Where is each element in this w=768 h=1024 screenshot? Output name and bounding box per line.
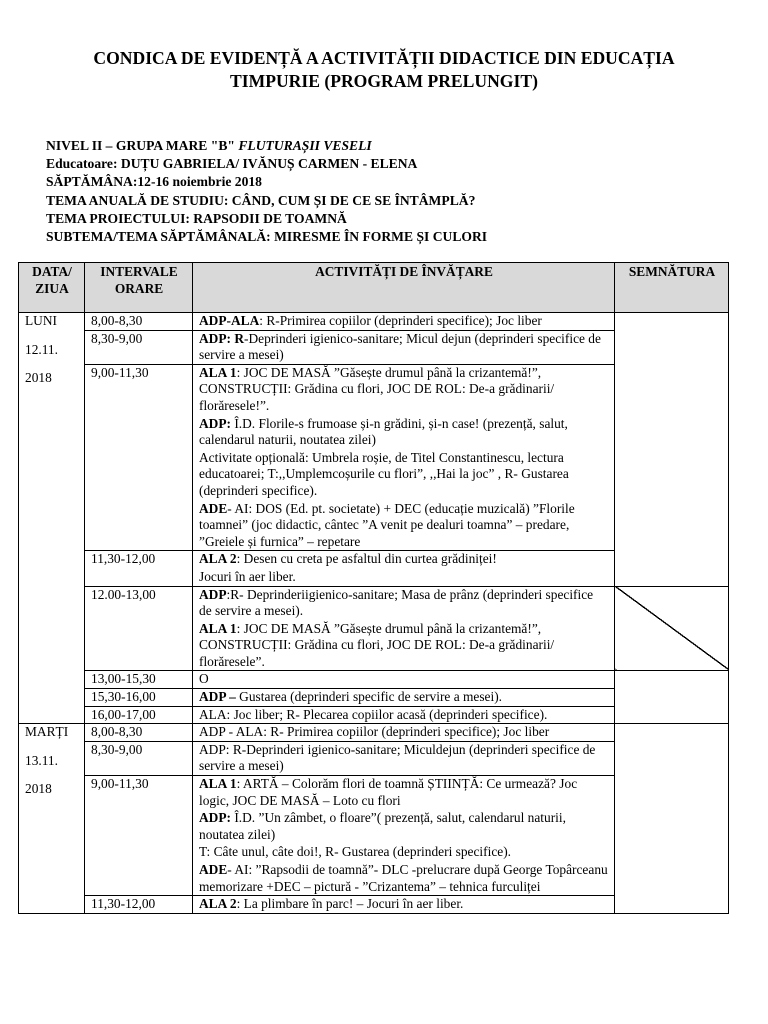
activity-paragraph <box>199 810 609 843</box>
day-name: LUNI <box>25 313 57 328</box>
activity-cell <box>193 551 615 586</box>
day-year: 2018 <box>25 781 52 797</box>
activity-label: ADE <box>199 862 228 877</box>
table-row <box>19 724 729 742</box>
activity-label: ADP: R <box>199 330 244 346</box>
activity-paragraph <box>199 365 609 415</box>
header-date-line-2: ZIUA <box>35 280 69 296</box>
time-interval: 9,00-11,30 <box>85 364 193 551</box>
activity-text: : ARTĂ – Colorăm flori de toamnă ȘTIINȚĂ: Ce urmează? Joc logic, JOC DE MASĂ – Loto cu flori <box>199 776 578 808</box>
activity-text: T: Câte unul, câte doi!, R- Gustarea (deprinderi specifice). <box>199 844 512 860</box>
header-activities: ACTIVITĂȚI DE ÎNVĂȚARE <box>193 263 615 313</box>
header-date <box>19 263 85 313</box>
signature-cell <box>615 313 729 587</box>
activity-paragraph <box>199 331 609 364</box>
activity-label: ALA 2 <box>199 551 237 567</box>
time-interval: 8,00-8,30 <box>85 724 193 742</box>
activity-text: Gustarea (deprinderi specific de servire a mesei). <box>235 689 503 705</box>
activity-label: ADP – <box>199 689 236 705</box>
header-signature: SEMNĂTURA <box>615 263 729 313</box>
teachers-line: Educatoare: DUȚU GABRIELA/ IVĂNUȘ CARMEN - ELENA <box>46 156 418 172</box>
weekly-theme-line: SUBTEMA/TEMA SĂPTĂMÂNALĂ: MIRESME ÎN FORME ȘI CULORI <box>46 229 488 245</box>
activity-text: : Desen cu creta pe asfaltul din curtea grădiniței! <box>236 551 497 567</box>
header-intervals-line-1: INTERVALE <box>100 264 178 279</box>
activity-cell <box>193 776 615 896</box>
annual-theme-line: TEMA ANUALĂ DE STUDIU: CÂND, CUM ȘI DE CE SE ÎNTÂMPLĂ? <box>46 192 476 208</box>
time-interval: 11,30-12,00 <box>85 551 193 586</box>
project-theme-line: TEMA PROIECTULUI: RAPSODII DE TOAMNĂ <box>46 210 347 226</box>
time-interval: 16,00-17,00 <box>85 706 193 724</box>
day-date: 12.11. <box>25 341 58 357</box>
day-name: MARȚI <box>25 724 69 740</box>
document-title-line-1: CONDICA DE EVIDENȚĂ A ACTIVITĂȚII DIDACTICE DIN EDUCAȚIA <box>93 48 675 68</box>
activity-text: ADP - ALA: R- Primirea copiilor (deprinderi specifice); Joc liber <box>199 724 550 740</box>
signature-cell <box>615 724 729 914</box>
time-interval: 9,00-11,30 <box>85 776 193 896</box>
table-row <box>19 586 729 671</box>
activity-text: ALA: Joc liber; R- Plecarea copiilor acasă (deprinderi specifice). <box>199 706 548 722</box>
activity-text: Î.D. Florile-s frumoase și-n grădini, și-n case! (prezență, salut, calendarul naturii, noutatea zilei) <box>199 415 568 448</box>
time-interval: 11,30-12,00 <box>85 896 193 914</box>
group-name: FLUTURAȘII VESELI <box>238 138 372 153</box>
activity-text: : JOC DE MASĂ ”Găsește drumul până la crizantemă!”, CONSTRUCȚII: Grădina cu flori, JOC DE ROL: De-a grădinarii/ florăresele!”. <box>199 364 555 413</box>
activity-text: -Deprinderi igienico-sanitare; Micul dejun (deprinderi specifice de servire a mesei) <box>199 330 601 363</box>
activity-text: Activitate opțională: Umbrela roșie, de Titel Constantinescu, lectura educatoarei; T:,,Umplemcoșurile cu flori”, ,,Hai la joc” , R- Gustarea (deprinderi specifice). <box>199 449 569 498</box>
day-date: 13.11. <box>25 752 58 768</box>
activity-paragraph <box>199 862 609 895</box>
signature-cell <box>615 671 729 724</box>
group-level: NIVEL II – GRUPA MARE "B" <box>46 138 239 153</box>
activity-cell <box>193 896 615 914</box>
activity-cell <box>193 706 615 724</box>
document-title <box>0 47 768 93</box>
day-cell <box>19 724 85 914</box>
activity-text: Jocuri în aer liber. <box>199 568 296 584</box>
activity-log-table <box>18 262 729 914</box>
activity-cell <box>193 330 615 364</box>
activity-text: - AI: DOS (Ed. pt. societate) + DEC (educație muzicală) ”Florile toamnei” (joc didactic, cântec ”A venit pe dealuri toamna” – predare, ”Greiele și furnica” – repetare <box>199 500 575 549</box>
signature-cell-crossed <box>615 586 729 671</box>
activity-label: ALA 1 <box>199 620 237 636</box>
group-level-line <box>46 137 487 155</box>
activity-paragraph <box>199 569 609 586</box>
activity-cell <box>193 364 615 551</box>
activity-paragraph <box>199 896 609 913</box>
activity-text: : JOC DE MASĂ ”Găsește drumul până la crizantemă!”, CONSTRUCȚII: Grădina cu flori, JOC DE ROL: De-a grădinarii/ florăresele”. <box>199 620 555 669</box>
activity-label: ADP: <box>199 415 231 431</box>
time-interval: 8,30-9,00 <box>85 330 193 364</box>
activity-cell <box>193 724 615 742</box>
header-intervals-line-2: ORARE <box>114 280 164 296</box>
table-header-row <box>19 263 729 313</box>
activity-cell <box>193 586 615 671</box>
table-body <box>19 313 729 914</box>
activity-text: ADP: R-Deprinderi igienico-sanitare; Miculdejun (deprinderi specifice de servire a mesei) <box>199 741 596 774</box>
day-year: 2018 <box>25 370 52 386</box>
activity-text: O <box>199 671 209 687</box>
table-row <box>19 313 729 331</box>
activity-paragraph <box>199 450 609 500</box>
header-intervals <box>85 263 193 313</box>
time-interval: 8,00-8,30 <box>85 313 193 331</box>
activity-paragraph <box>199 621 609 671</box>
activity-paragraph <box>199 776 609 809</box>
day-cell <box>19 313 85 724</box>
activity-label: ADP-ALA <box>199 313 260 328</box>
activity-paragraph <box>199 416 609 449</box>
activity-paragraph <box>199 707 609 724</box>
activity-paragraph <box>199 313 609 330</box>
table-row <box>19 671 729 689</box>
activity-paragraph <box>199 587 609 620</box>
activity-label: ADP: <box>199 810 231 826</box>
activity-paragraph <box>199 742 609 775</box>
activity-label: ALA 2 <box>199 896 237 912</box>
activity-text: :R- Deprinderiigienico-sanitare; Masa de prânz (deprinderi specifice de servire a mesei). <box>199 586 594 619</box>
header-date-line-1: DATA/ <box>32 264 72 279</box>
time-interval: 13,00-15,30 <box>85 671 193 689</box>
activity-paragraph <box>199 551 609 568</box>
activity-text: Î.D. ”Un zâmbet, o floare”( prezență, salut, calendarul naturii, noutatea zilei) <box>199 810 566 842</box>
activity-cell <box>193 313 615 331</box>
activity-text: - AI: ”Rapsodii de toamnă”- DLC -prelucrare după George Topârceanu memorizare +DEC – pictură - ”Crizantema” – tehnica furculiței <box>199 862 608 894</box>
activity-text: : R-Primirea copiilor (deprinderi specifice); Joc liber <box>259 313 542 328</box>
info-block <box>46 137 487 246</box>
activity-label: ALA 1 <box>199 364 237 380</box>
time-interval: 15,30-16,00 <box>85 689 193 707</box>
activity-label: ALA 1 <box>199 776 237 792</box>
activity-cell <box>193 689 615 707</box>
week-line: SĂPTĂMÂNA:12-16 noiembrie 2018 <box>46 174 262 190</box>
activity-paragraph <box>199 724 609 741</box>
document-title-line-2: TIMPURIE (PROGRAM PRELUNGIT) <box>230 71 538 91</box>
time-interval: 12.00-13,00 <box>85 586 193 671</box>
activity-text: : La plimbare în parc! – Jocuri în aer liber. <box>236 896 464 912</box>
activity-label: ADP <box>199 586 227 602</box>
time-interval: 8,30-9,00 <box>85 741 193 775</box>
activity-cell <box>193 741 615 775</box>
activity-label: ADE <box>199 500 228 516</box>
activity-paragraph <box>199 501 609 551</box>
activity-paragraph <box>199 844 609 861</box>
activity-cell <box>193 671 615 689</box>
activity-paragraph <box>199 689 609 706</box>
activity-paragraph <box>199 671 609 688</box>
